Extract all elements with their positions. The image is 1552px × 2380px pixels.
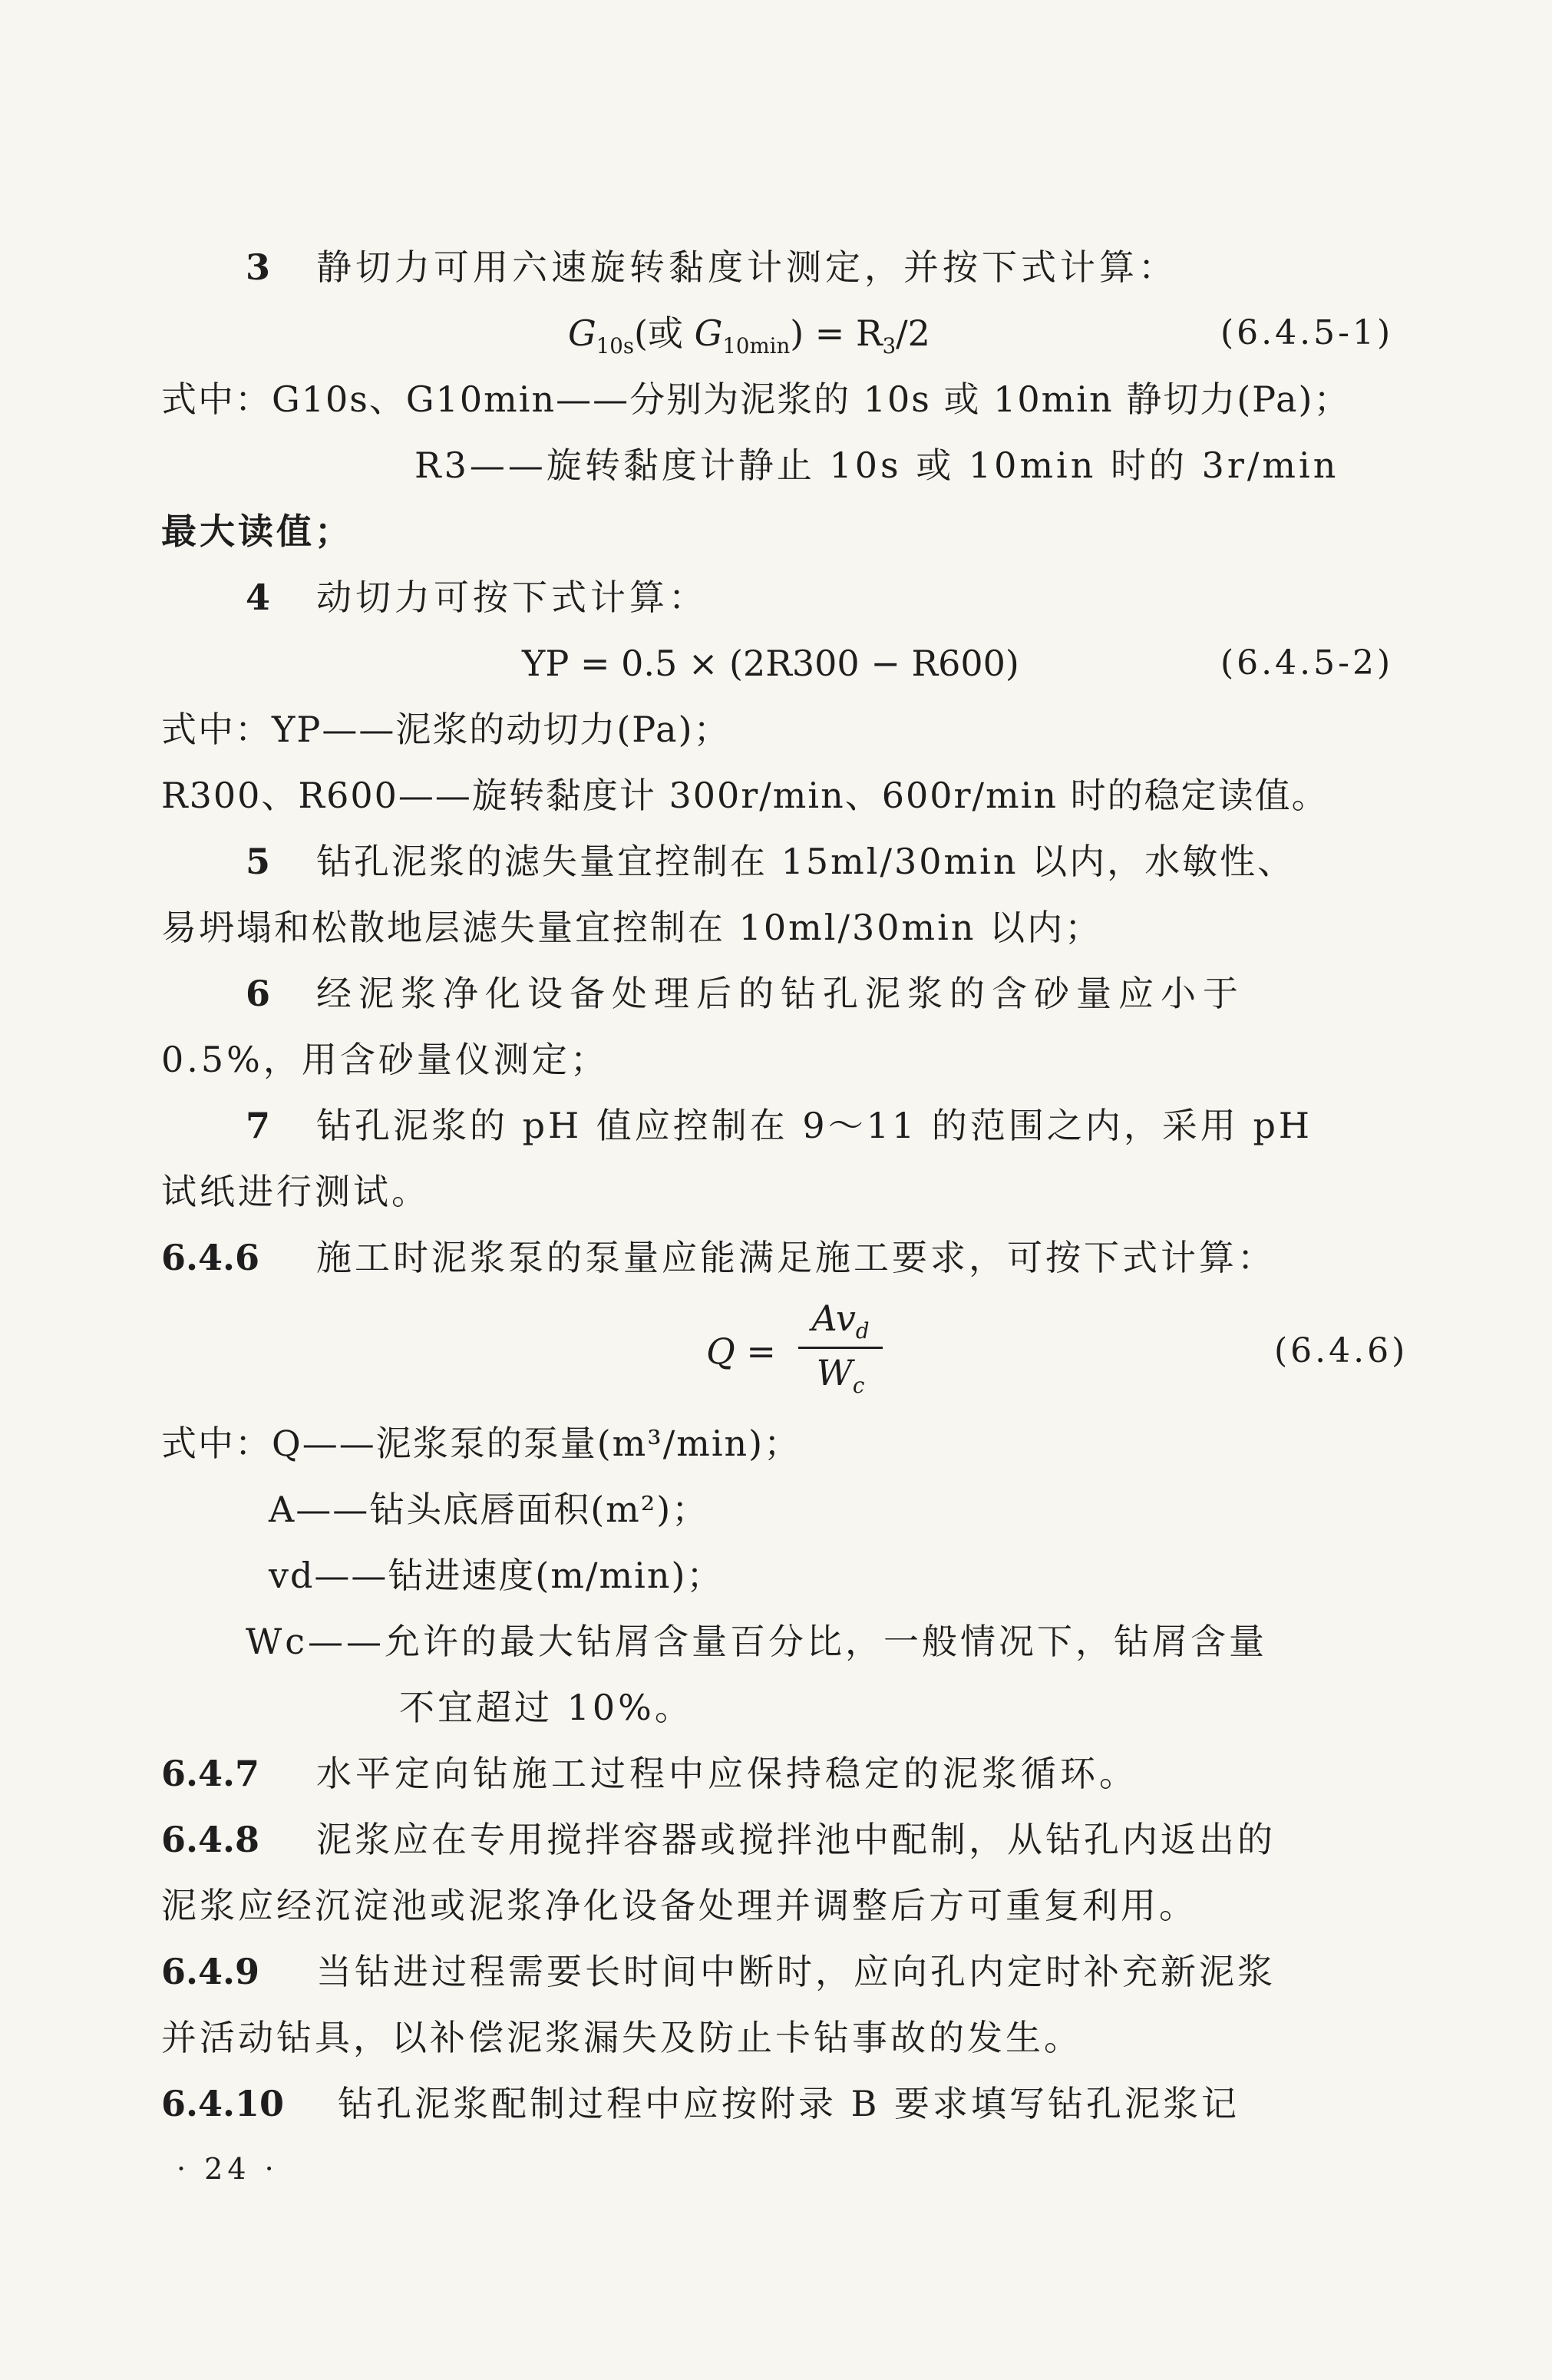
where-wc-continuation: 不宜超过 10%。 (399, 1687, 693, 1728)
where-vd-definition: vd——钻进速度(m/min)； (269, 1555, 724, 1596)
item-6-line-1: 经泥浆净化设备处理后的钻孔泥浆的含砂量应小于 (316, 973, 1245, 1014)
clause-6-4-8-line-2: 泥浆应经沉淀池或泥浆净化设备处理并调整后方可重复利用。 (161, 1885, 1197, 1926)
clause-6-4-7-text: 水平定向钻施工过程中应保持稳定的泥浆循环。 (316, 1753, 1138, 1794)
where-q-definition: 式中：Q——泥浆泵的泵量(m³/min)； (161, 1423, 801, 1464)
item-7-number: 7 (246, 1105, 271, 1146)
clause-6-4-9-line-1: 当钻进过程需要长时间中断时，应向孔内定时补充新泥浆 (316, 1951, 1276, 1992)
equation-number-6-4-5-2: (6.4.5-2) (1220, 643, 1394, 683)
where-r300-r600-definition: R300、R600——旋转黏度计 300r/min、600r/min 时的稳定读值。 (161, 775, 1329, 816)
clause-6-4-6-text: 施工时泥浆泵的泵量应能满足施工要求，可按下式计算： (316, 1237, 1276, 1278)
where-wc-definition: Wc——允许的最大钻屑含量百分比，一般情况下，钻屑含量 (246, 1621, 1268, 1662)
item-4-text: 动切力可按下式计算： (316, 577, 708, 618)
item-6-line-2: 0.5%，用含砂量仪测定； (161, 1039, 609, 1080)
item-7-line-2: 试纸进行测试。 (161, 1171, 430, 1212)
item-3-number: 3 (246, 246, 271, 288)
clause-6-4-9-line-2: 并活动钻具，以补偿泥浆漏失及防止卡钻事故的发生。 (161, 2017, 1082, 2058)
clause-6-4-9-number: 6.4.9 (161, 1951, 260, 1992)
where-a-definition: A——钻头底唇面积(m²)； (269, 1489, 709, 1530)
clause-6-4-7-number: 6.4.7 (161, 1753, 260, 1794)
item-7-line-1: 钻孔泥浆的 pH 值应控制在 9～11 的范围之内，采用 pH (316, 1105, 1313, 1146)
clause-6-4-10-number: 6.4.10 (161, 2083, 285, 2124)
item-3-text: 静切力可用六速旋转黏度计测定，并按下式计算： (316, 246, 1177, 288)
item-5-line-2: 易坍塌和松散地层滤失量宜控制在 10ml/30min 以内； (161, 907, 1103, 948)
item-6-number: 6 (246, 973, 271, 1014)
equation-6-4-6-lhs: Q = (706, 1330, 776, 1372)
equation-6-4-5-1: $G_{10s}$(或 $G_{10min}) = R_3/2$ (568, 312, 930, 359)
item-5-number: 5 (246, 841, 271, 882)
where-yp-definition: 式中：YP——泥浆的动切力(Pa)； (161, 709, 731, 750)
clause-6-4-10-line-1: 钻孔泥浆配制过程中应按附录 B 要求填写钻孔泥浆记 (338, 2083, 1240, 2124)
equation-6-4-6-fraction: $Av_d$ $W_c$ (798, 1297, 883, 1398)
where-r3-continuation: 最大读值； (161, 511, 353, 552)
item-5-line-1: 钻孔泥浆的滤失量宜控制在 15ml/30min 以内，水敏性、 (316, 841, 1296, 882)
clause-6-4-8-line-1: 泥浆应在专用搅拌容器或搅拌池中配制，从钻孔内返出的 (316, 1819, 1276, 1860)
clause-6-4-6-number: 6.4.6 (161, 1237, 260, 1278)
where-g10s-definition: 式中：G10s、G10min——分别为泥浆的 10s 或 10min 静切力(Pa)； (161, 378, 1351, 420)
where-r3-definition: R3——旋转黏度计静止 10s 或 10min 时的 3r/min (414, 445, 1339, 486)
clause-6-4-8-number: 6.4.8 (161, 1819, 260, 1860)
equation-6-4-5-2: YP = 0.5 × (2R300 − R600) (522, 643, 1019, 684)
item-4-number: 4 (246, 577, 271, 618)
equation-number-6-4-6: (6.4.6) (1274, 1331, 1408, 1370)
page-number: · 24 · (177, 2152, 279, 2186)
fraction-bar (798, 1347, 883, 1349)
equation-number-6-4-5-1: (6.4.5-1) (1220, 313, 1394, 352)
